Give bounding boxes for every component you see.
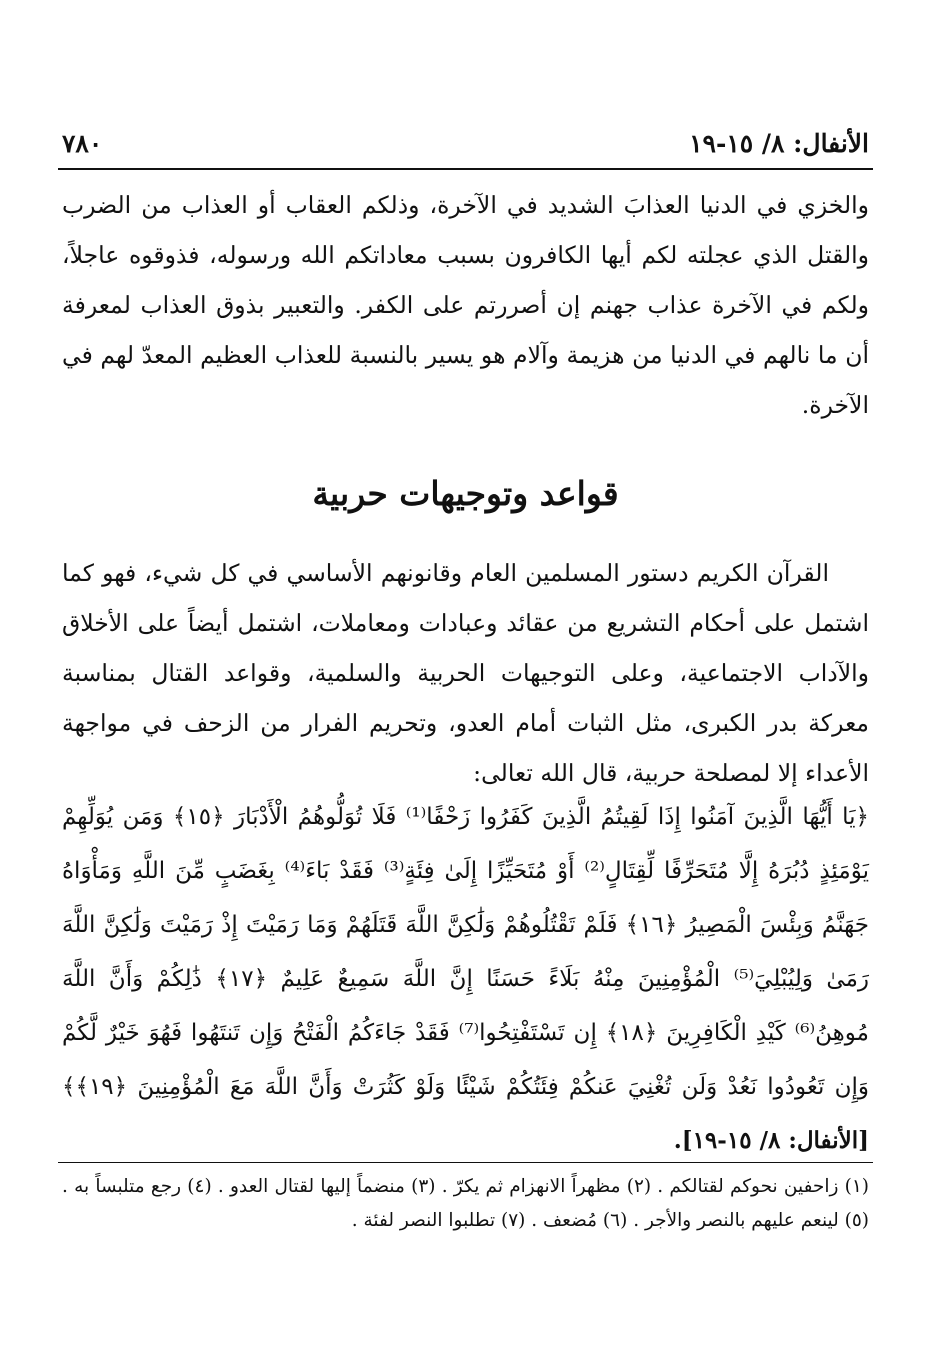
section-heading: قواعد وتوجيهات حربية — [312, 474, 619, 513]
header-divider — [58, 168, 873, 170]
intro-paragraph: والخزي في الدنيا العذابَ الشديد في الآخرة، وذلكم العقاب أو العذاب من الضرب والقتل الذي عجلته لكم أيها الكافرون بسبب معاداتكم الله ورسوله، فذوقوه عاجلاً، ولكم في الآخرة عذاب جهنم إن أصررتم على الكفر. والتعبير بذوق العذاب لمعرفة أن ما نالهم في الدنيا من هزيمة وآلام هو يسير بالنسبة للعذاب العظيم المعدّ لهم في الآخرة. — [62, 191, 869, 419]
footnotes: (١) زاحفين نحوكم لقتالكم . (٢) مظهراً الانهزام ثم يكرّ . (٣) منضماً إليها لقتال العدو . (٤) رجع متلبساً به . (٥) لينعم عليهم بالنصر والأجر . (٦) مُضعف . (٧) تطلبوا النصر لفئة . — [62, 1176, 870, 1231]
page-number: ٧٨٠ — [62, 128, 103, 158]
body-paragraph: القرآن الكريم دستور المسلمين العام وقانونهم الأساسي في كل شيء، فهو كما اشتمل على أحكام التشريع من عقائد وعبادات ومعاملات، اشتمل أيضاً على الأخلاق والآداب الاجتماعية، وعلى التوجيهات الحربية والسلمية، وقواعد القتال بمناسبة معركة بدر الكبرى، مثل الثبات أمام العدو، وتحريم الفرار من الزحف في مواجهة الأعداء إلا لمصلحة حربية، قال الله تعالى: — [62, 559, 869, 787]
footnote-divider — [58, 1162, 873, 1163]
quran-text: ﴿يَا أَيُّهَا الَّذِينَ آمَنُوا إِذَا لَقِيتُمُ الَّذِينَ كَفَرُوا زَحْفًا⁽¹⁾ فَلَا تُوَلُّوهُمُ الْأَدْبَارَ ﴿١٥﴾ وَمَن يُوَلِّهِمْ يَوْمَئِذٍ دُبُرَهُ إِلَّا مُتَحَرِّفًا لِّقِتَالٍ⁽²⁾ أَوْ مُتَحَيِّزًا إِلَىٰ فِئَةٍ⁽³⁾ فَقَدْ بَاءَ⁽⁴⁾ بِغَضَبٍ مِّنَ اللَّهِ وَمَأْوَاهُ جَهَنَّمُ وَبِئْسَ الْمَصِيرُ ﴿١٦﴾ فَلَمْ تَقْتُلُوهُمْ وَلَٰكِنَّ اللَّهَ قَتَلَهُمْ وَمَا رَمَيْتَ إِذْ رَمَيْتَ وَلَٰكِنَّ اللَّهَ رَمَىٰ وَلِيُبْلِيَ⁽⁵⁾ الْمُؤْمِنِينَ مِنْهُ بَلَاءً حَسَنًا إِنَّ اللَّهَ سَمِيعٌ عَلِيمٌ ﴿١٧﴾ ذَٰلِكُمْ وَأَنَّ اللَّهَ مُوهِنُ⁽⁶⁾ كَيْدِ الْكَافِرِينَ ﴿١٨﴾ إِن تَسْتَفْتِحُوا⁽⁷⁾ فَقَدْ جَاءَكُمُ الْفَتْحُ وَإِن تَنتَهُوا فَهُوَ خَيْرٌ لَّكُمْ وَإِن تَعُودُوا نَعُدْ وَلَن تُغْنِيَ عَنكُمْ فِئَتُكُمْ شَيْئًا وَلَوْ كَثُرَتْ وَأَنَّ اللَّهَ مَعَ الْمُؤْمِنِينَ ﴿١٩﴾﴾ — [62, 804, 870, 1100]
page-header — [62, 122, 869, 164]
chapter-reference: الأنفال: ٨/ ١٥-١٩ — [689, 128, 869, 158]
quran-verses — [62, 790, 869, 1168]
verse-reference: [الأنفال: ٨/ ١٥-١٩]. — [673, 1127, 869, 1154]
